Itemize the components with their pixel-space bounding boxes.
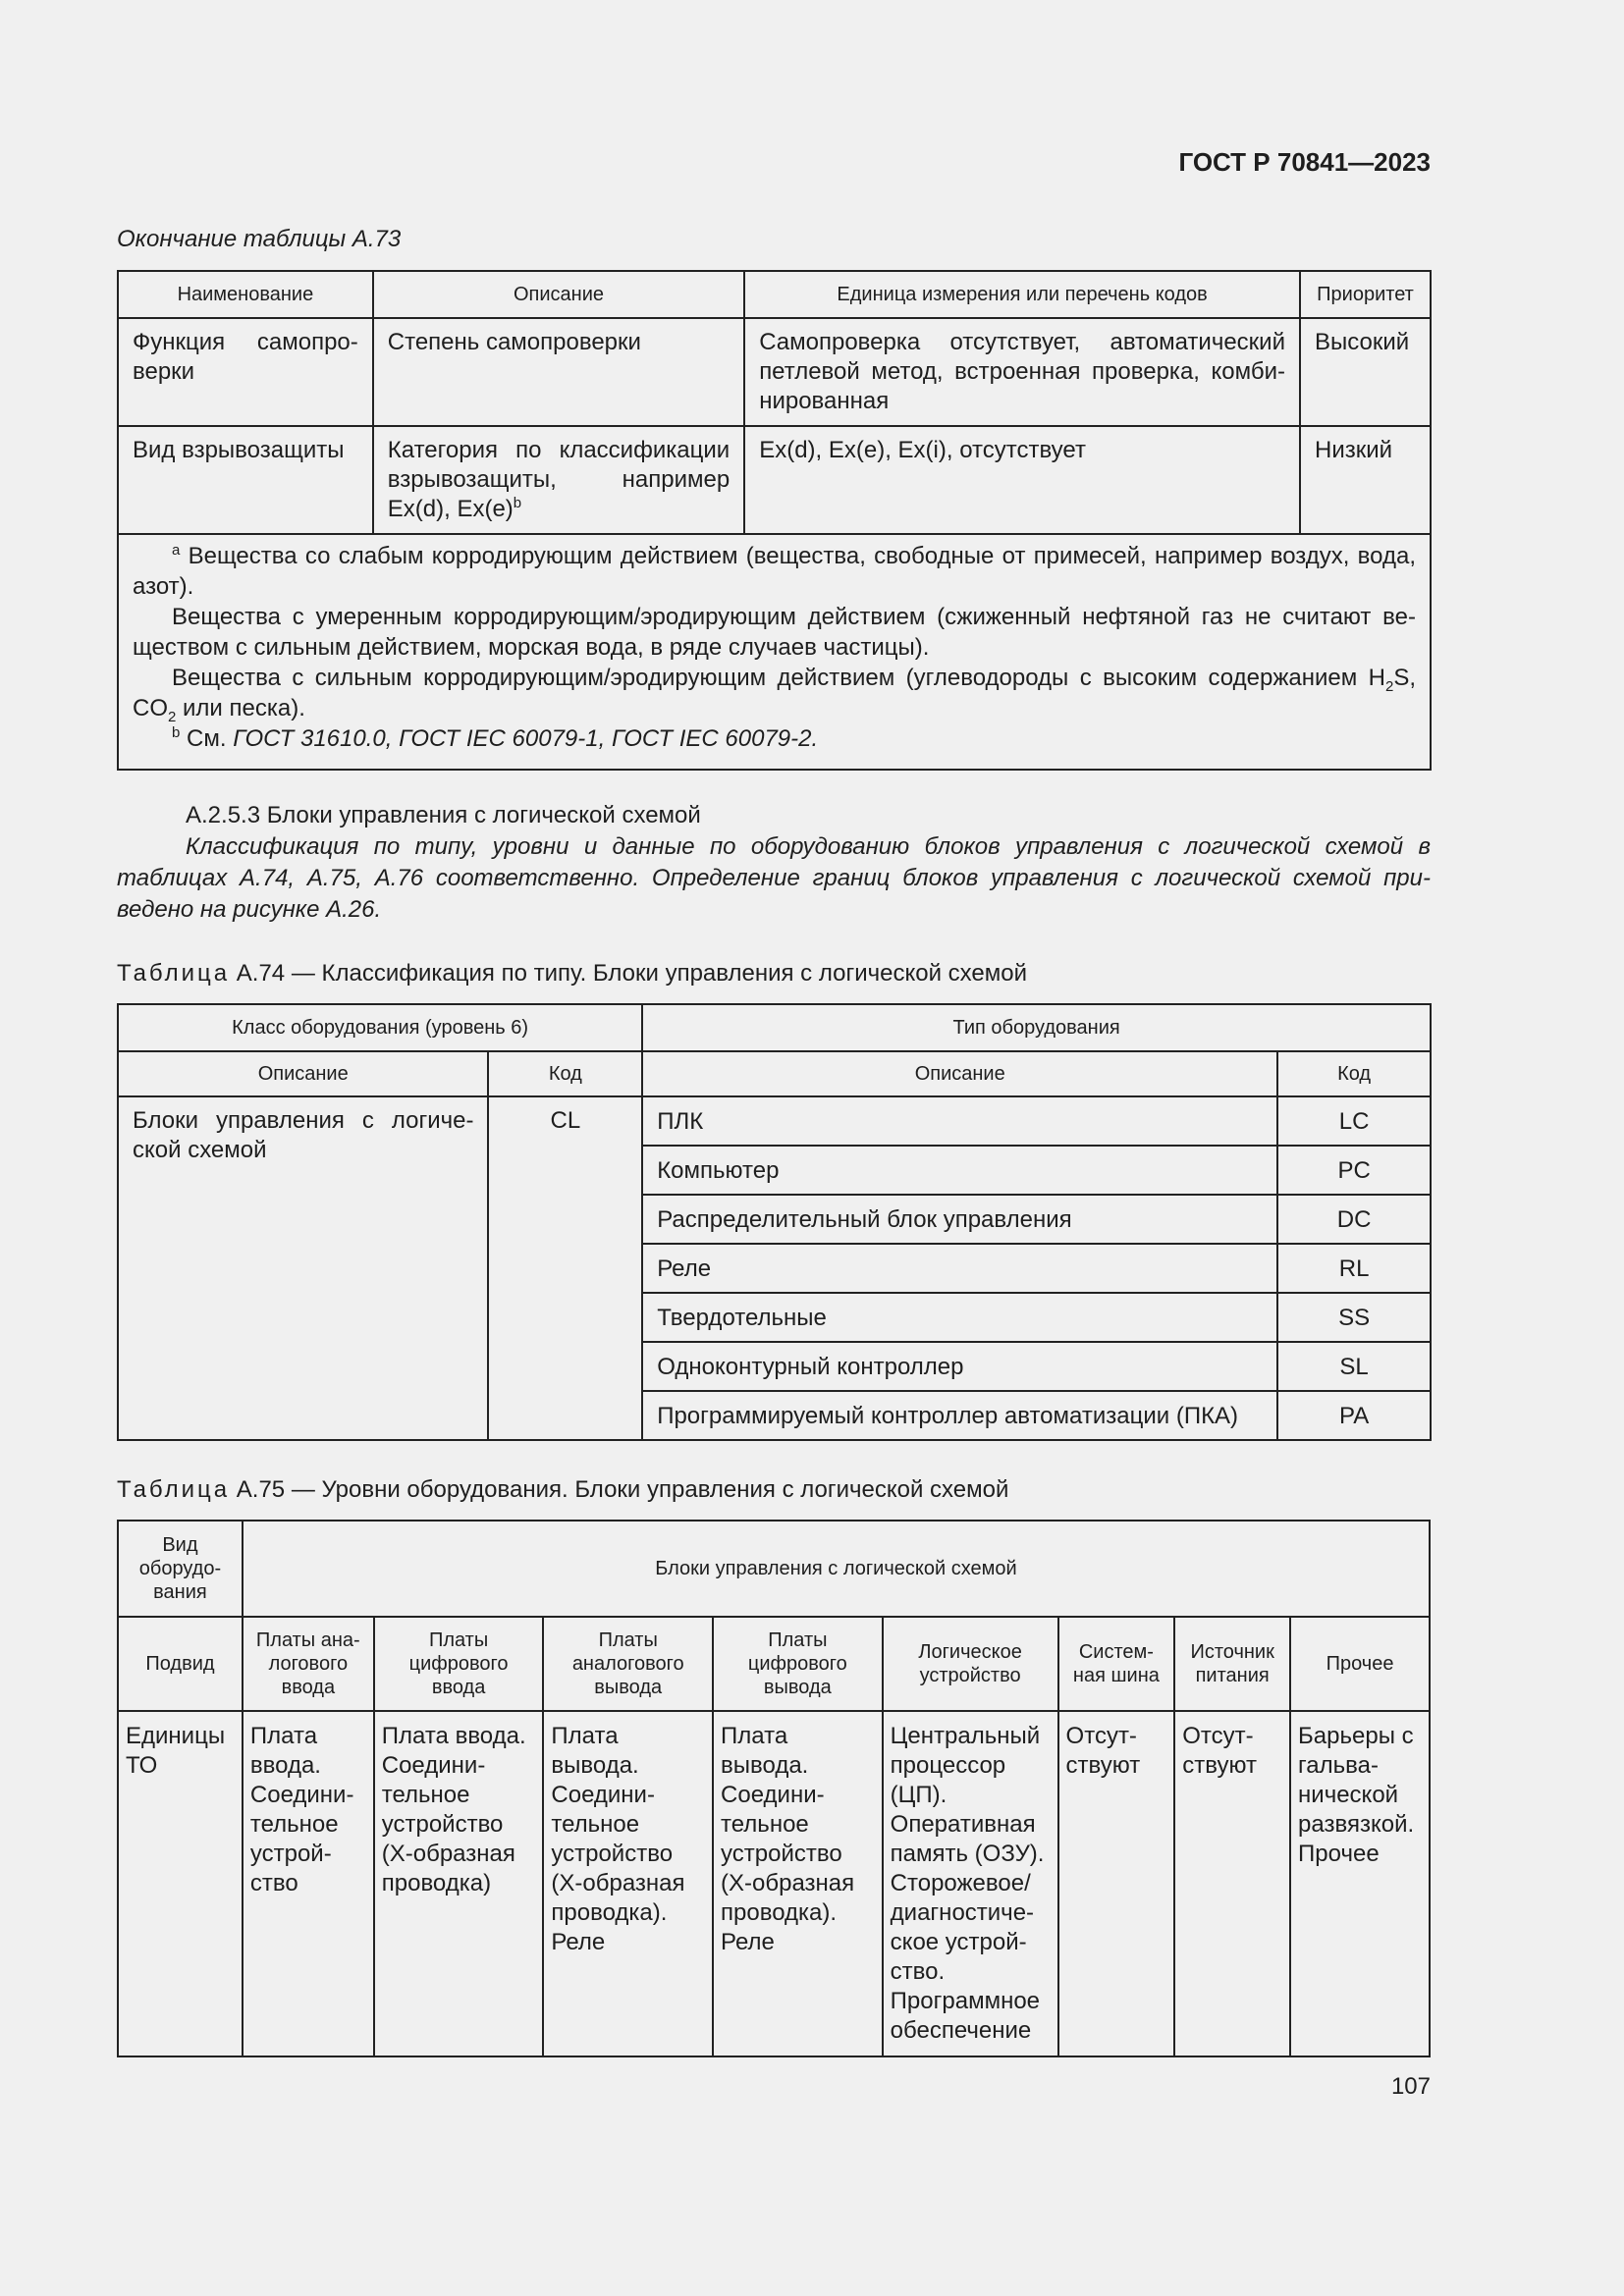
type-description: Реле: [642, 1244, 1277, 1293]
cell-units: Самопроверка отсутствует, автоматический петлевой метод, встроенная проверка, комби-нированная: [744, 318, 1300, 426]
type-description: ПЛК: [642, 1096, 1277, 1146]
cell-analog-input: Плата ввода. Соедини-тельное устрой-ство: [243, 1711, 374, 2056]
footnote-mark: a: [172, 542, 181, 559]
column-header: Платы цифрового вывода: [713, 1617, 883, 1711]
table-a73-header: Единица измерения или перечень кодов: [744, 271, 1300, 318]
cell-priority: Низкий: [1300, 426, 1431, 534]
note-a-line: S, CO: [133, 665, 1416, 721]
table-a73-header: Наименование: [118, 271, 373, 318]
column-header: Платы ана-логового ввода: [243, 1617, 374, 1711]
table-row: [118, 1711, 1430, 2056]
cell-analog-output: Плата вывода. Соедини-тельное устройство (Х-образная проводка). Реле: [543, 1711, 713, 2056]
table-a74: [117, 1003, 1432, 1441]
type-code: SL: [1277, 1342, 1431, 1391]
table-row: [118, 426, 1431, 534]
section-a253: [117, 800, 1431, 926]
caption-word: Таблица: [117, 1476, 231, 1503]
group-header-type: Тип оборудования: [642, 1004, 1431, 1051]
note-a-line: Вещества с умеренным корродирующим/эродирующим действием (сжиженный нефтяной газ не считают ве-ществом с сильным действием, морская вода, в ряде случаев частицы).: [133, 604, 1416, 661]
cell-subtype: Единицы ТО: [118, 1711, 243, 2056]
table-a75: [117, 1520, 1431, 2057]
note-a-line: Вещества с сильным корродирующим/эродирующим действием (углеводороды с высоким содержанием H: [172, 665, 1385, 691]
caption-word: Таблица: [117, 960, 231, 987]
type-description: Распределительный блок управления: [642, 1195, 1277, 1244]
table-a75-caption: [117, 1476, 1008, 1504]
document-header: ГОСТ Р 70841—2023: [1178, 147, 1431, 177]
cell-digital-input: Плата ввода. Соедини-тельное устройство (Х-образная проводка): [374, 1711, 544, 2056]
cell-priority: Высокий: [1300, 318, 1431, 426]
column-header: Платы цифрового ввода: [374, 1617, 544, 1711]
table-a73-header: Описание: [373, 271, 744, 318]
footnote-mark: b: [172, 724, 181, 741]
type-description: Твердотельные: [642, 1293, 1277, 1342]
cell-name: Функция самопро-верки: [118, 318, 373, 426]
type-code: RL: [1277, 1244, 1431, 1293]
header-group: Блоки управления с логической схемой: [243, 1521, 1430, 1617]
type-code: SS: [1277, 1293, 1431, 1342]
column-header: Источник питания: [1174, 1617, 1290, 1711]
note-b-refs: ГОСТ 31610.0, ГОСТ IEC 60079-1, ГОСТ IEC 60079-2.: [233, 725, 819, 752]
cell-units: Ex(d), Ex(e), Ex(i), отсутствует: [744, 426, 1300, 534]
table-a74-caption: [117, 960, 1027, 988]
table-a73-header: Приоритет: [1300, 271, 1431, 318]
column-header: Логическое устройство: [883, 1617, 1058, 1711]
type-code: DC: [1277, 1195, 1431, 1244]
caption-text: А.75 — Уровни оборудования. Блоки управления с логической схемой: [236, 1476, 1009, 1503]
table-row: [118, 318, 1431, 426]
cell-power-supply: Отсут-ствуют: [1174, 1711, 1290, 2056]
column-header: Прочее: [1290, 1617, 1430, 1711]
sub-header: Описание: [642, 1051, 1277, 1096]
page-number: 107: [1390, 2073, 1431, 2100]
cell-other: Барьеры с гальва-нической развязкой. Прочее: [1290, 1711, 1430, 2056]
column-header: Систем-ная шина: [1058, 1617, 1175, 1711]
header-equipment-kind: Вид оборудо-вания: [118, 1521, 243, 1617]
class-code: CL: [488, 1096, 642, 1440]
type-description: Программируемый контроллер автоматизации (ПКА): [642, 1391, 1277, 1440]
caption-text: А.74 — Классификация по типу. Блоки управления с логической схемой: [236, 960, 1027, 987]
class-description: Блоки управления с логиче-ской схемой: [118, 1096, 488, 1440]
note-a-line: или песка).: [176, 695, 305, 721]
table-a73-caption: Окончание таблицы А.73: [117, 226, 402, 252]
cell-logic-device: Центральный процессор (ЦП). Оперативная память (ОЗУ). Сторожевое/ диагностиче-ское устрой-ство. Программное обеспечение: [883, 1711, 1058, 2056]
sub-header: Код: [488, 1051, 642, 1096]
subscript: 2: [168, 708, 177, 725]
sub-header: Описание: [118, 1051, 488, 1096]
type-code: PA: [1277, 1391, 1431, 1440]
cell-digital-output: Плата вывода. Соедини-тельное устройство (Х-образная проводка). Реле: [713, 1711, 883, 2056]
type-description: Одноконтурный контроллер: [642, 1342, 1277, 1391]
group-header-class: Класс оборудования (уровень 6): [118, 1004, 642, 1051]
cell-desc-text: Категория по классификации взрывозащиты, например Ex(d), Ex(e): [387, 437, 731, 522]
cell-desc: Степень самопроверки: [373, 318, 744, 426]
cell-name: Вид взрывозащиты: [118, 426, 373, 534]
type-description: Компьютер: [642, 1146, 1277, 1195]
sub-header: Код: [1277, 1051, 1431, 1096]
cell-desc: [373, 426, 744, 534]
column-header: Платы аналогового вывода: [543, 1617, 713, 1711]
footnote-ref: b: [513, 495, 522, 511]
table-a73-notes: [118, 534, 1431, 770]
type-code: PC: [1277, 1146, 1431, 1195]
type-code: LC: [1277, 1096, 1431, 1146]
section-heading: А.2.5.3 Блоки управления с логической схемой: [186, 802, 701, 828]
subscript: 2: [1384, 677, 1394, 695]
column-header: Подвид: [118, 1617, 243, 1711]
note-b-prefix: См.: [187, 725, 234, 752]
table-row: [118, 1096, 1431, 1146]
note-a-line: Вещества со слабым корродирующим действием (вещества, свободные от примесей, например воздух, вода, азот).: [133, 543, 1416, 600]
table-a73: [117, 270, 1432, 771]
cell-system-bus: Отсут-ствуют: [1058, 1711, 1175, 2056]
section-body: Классификация по типу, уровни и данные по оборудованию блоков управления с логической схемой в таблицах А.74, А.75, А.76 соответственно. Определение границ блоков управления с логической схемой при-ведено на рисунке А.26.: [117, 833, 1431, 923]
